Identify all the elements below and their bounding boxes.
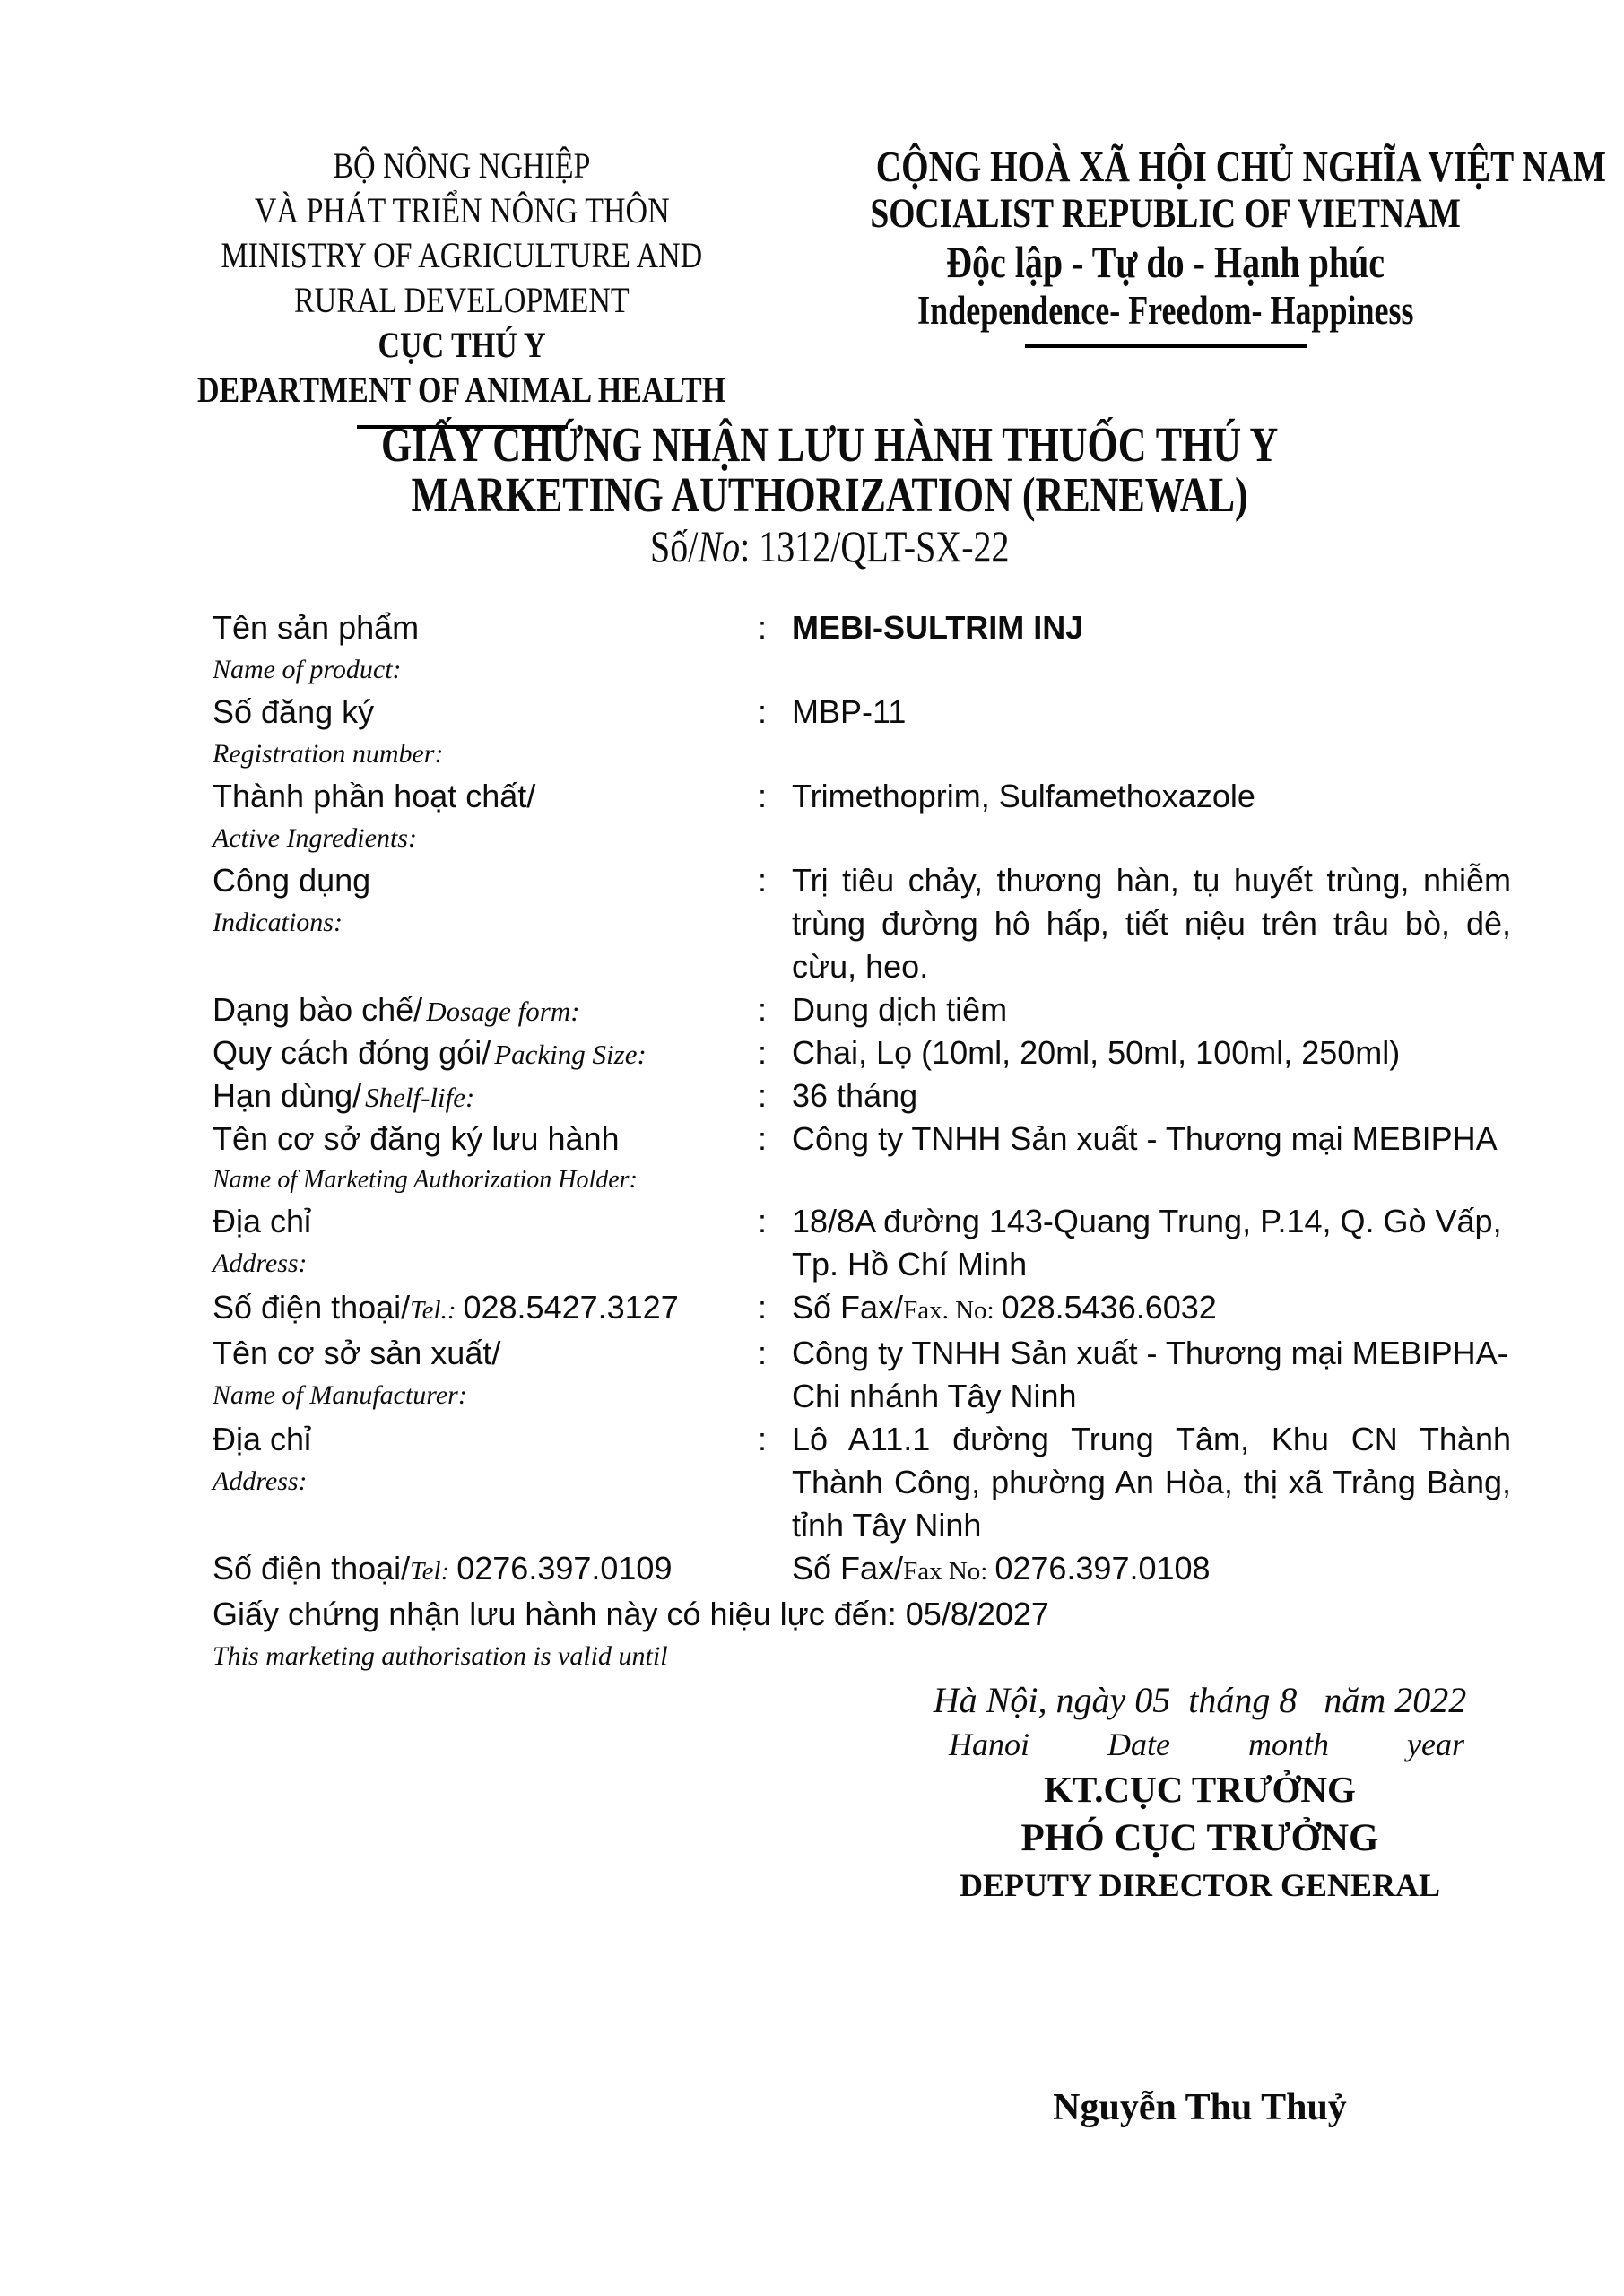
field-dosage-form [213, 988, 1511, 1031]
field-active-ingredients [213, 775, 1511, 859]
manufacturer-fax-label-vi: Số Fax/ [792, 1550, 904, 1587]
certificate-title-en: MARKETING AUTHORIZATION (RENEWAL) [411, 467, 1249, 522]
manufacturer-value: Công ty TNHH Sản xuất - Thương mại MEBIPHA- Chi nhánh Tây Ninh [792, 1335, 1508, 1414]
manufacturer-address-label-vi: Địa chỉ [213, 1421, 312, 1457]
nation-name-en: SOCIALIST REPUBLIC OF VIETNAM [870, 190, 1462, 237]
registration-number-label-vi: Số đăng ký [213, 693, 375, 730]
issue-date-vi: Hà Nội, ngày 05 tháng 8 năm 2022 [933, 1680, 1467, 1720]
manufacturer-fax-label-en: Fax No: [903, 1557, 988, 1586]
ministry-name-vi-line1: BỘ NÔNG NGHIỆP [333, 145, 591, 186]
product-name-label-en: Name of product: [213, 655, 402, 684]
indications-label-vi: Công dụng [213, 862, 371, 899]
issue-date-month-en: month [1248, 1726, 1330, 1762]
authorization-holder-label-vi: Tên cơ sở đăng ký lưu hành [213, 1120, 620, 1157]
ministry-name-en-line1: MINISTRY OF AGRICULTURE AND [221, 235, 703, 275]
field-registration-number [213, 691, 1511, 775]
shelf-life-label-vi: Hạn dùng/ [213, 1077, 362, 1114]
manufacturer-fax-value: 0276.397.0108 [994, 1550, 1211, 1587]
header-right-divider [1025, 344, 1307, 348]
signer-title-vi: PHÓ CỤC TRƯỞNG [1020, 1817, 1379, 1859]
colon: : [758, 609, 768, 646]
colon: : [758, 1335, 768, 1371]
holder-fax-label-en: Fax. No: [903, 1296, 994, 1325]
holder-fax-value: 028.5436.6032 [1001, 1289, 1217, 1326]
validity-statement-vi: Giấy chứng nhận lưu hành này có hiệu lực đến: 05/8/2027 [213, 1596, 1049, 1632]
manufacturer-address-value: Lô A11.1 đường Trung Tâm, Khu CN Thành Thành Công, phường An Hòa, thị xã Trảng Bàng, tỉnh Tây Ninh [792, 1421, 1511, 1544]
department-name-vi: CỤC THÚ Y [378, 325, 546, 365]
manufacturer-phone-label-vi: Số điện thoại/ [213, 1550, 411, 1587]
colon: : [758, 862, 768, 899]
dosage-form-label-vi: Dạng bào chế/ [213, 991, 423, 1028]
registration-number-label-en: Registration number: [213, 739, 444, 769]
certificate-fields [213, 606, 1511, 2131]
certificate-title [0, 417, 1624, 572]
active-ingredients-label-en: Active Ingredients: [213, 823, 417, 853]
holder-fax-label-vi: Số Fax/ [792, 1289, 904, 1326]
certificate-title-vi: GIẤY CHỨNG NHẬN LƯU HÀNH THUỐC THÚ Y [381, 417, 1279, 472]
manufacturer-address-label-en: Address: [213, 1466, 308, 1496]
department-name-en: DEPARTMENT OF ANIMAL HEALTH [197, 370, 726, 410]
product-name-value: MEBI-SULTRIM INJ [792, 609, 1084, 646]
colon: : [758, 1421, 768, 1457]
holder-phone-label-vi: Số điện thoại/ [213, 1289, 411, 1326]
packing-size-value: Chai, Lọ (10ml, 20ml, 50ml, 100ml, 250ml) [792, 1034, 1401, 1071]
manufacturer-phone-value: 0276.397.0109 [456, 1550, 673, 1587]
authorization-holder-value: Công ty TNHH Sản xuất - Thương mại MEBIPHA [792, 1120, 1498, 1157]
manufacturer-label-en: Name of Manufacturer: [213, 1380, 467, 1410]
validity-statement-en: This marketing authorisation is valid until [213, 1641, 668, 1671]
holder-address-label-vi: Địa chỉ [213, 1203, 312, 1239]
issue-date-day-en: Date [1107, 1726, 1170, 1762]
shelf-life-value: 36 tháng [792, 1077, 918, 1114]
ministry-name-vi-line2: VÀ PHÁT TRIỂN NÔNG THÔN [254, 190, 670, 230]
certificate-number-prefix: Số/ [650, 521, 699, 571]
active-ingredients-label-vi: Thành phần hoạt chất/ [213, 778, 536, 814]
authorization-holder-label-en: Name of Marketing Authorization Holder: [213, 1166, 638, 1194]
colon: : [758, 778, 768, 814]
field-product-name [213, 606, 1511, 691]
field-manufacturer [213, 1332, 1511, 1418]
dosage-form-value: Dung dịch tiêm [792, 991, 1008, 1028]
holder-address-label-en: Address: [213, 1248, 308, 1278]
signature-block [899, 1677, 1500, 2131]
holder-phone-value: 028.5427.3127 [463, 1289, 679, 1326]
ministry-name-en-line2: RURAL DEVELOPMENT [294, 280, 630, 320]
field-validity [213, 1593, 1511, 1677]
colon: : [758, 1203, 768, 1239]
field-authorization-holder [213, 1118, 1511, 1200]
manufacturer-phone-label-en: Tel: [410, 1557, 450, 1586]
issue-date-city-en: Hanoi [949, 1726, 1029, 1762]
certificate-number-value: : 1312/QLT-SX-22 [740, 521, 1010, 571]
field-holder-address [213, 1200, 1511, 1286]
registration-number-value: MBP-11 [792, 693, 907, 730]
nation-name-vi: CỘNG HOÀ XÃ HỘI CHỦ NGHĨA VIỆT NAM [875, 142, 1606, 191]
colon: : [758, 1120, 768, 1157]
signer-title-authority: KT.CỤC TRƯỞNG [1044, 1769, 1356, 1810]
manufacturer-label-vi: Tên cơ sở sản xuất/ [213, 1335, 501, 1371]
indications-label-en: Indications: [213, 908, 343, 937]
national-header [785, 142, 1606, 348]
issue-date-en [899, 1724, 1500, 1765]
colon: : [758, 1034, 768, 1071]
dosage-form-label-en: Dosage form: [426, 996, 580, 1027]
field-packing-size [213, 1031, 1511, 1074]
product-name-label-vi: Tên sản phẩm [213, 609, 420, 646]
ministry-header [103, 144, 821, 429]
signer-title-en: DEPUTY DIRECTOR GENERAL [959, 1867, 1441, 1903]
shelf-life-label-en: Shelf-life: [365, 1082, 475, 1113]
colon: : [758, 991, 768, 1028]
holder-phone-label-en: Tel.: [410, 1296, 456, 1325]
field-manufacturer-address [213, 1418, 1511, 1547]
packing-size-label-en: Packing Size: [494, 1039, 647, 1070]
field-shelf-life [213, 1074, 1511, 1118]
signer-name: Nguyễn Thu Thuỷ [1053, 2087, 1347, 2128]
certificate-number-prefix-en: No [698, 521, 741, 571]
national-motto-en: Independence- Freedom- Happiness [917, 288, 1414, 333]
colon: : [758, 1289, 768, 1326]
colon: : [758, 1077, 768, 1114]
packing-size-label-vi: Quy cách đóng gói/ [213, 1034, 491, 1071]
national-motto-vi: Độc lập - Tự do - Hạnh phúc [946, 237, 1385, 287]
field-holder-phone-fax [213, 1286, 1511, 1332]
colon: : [758, 693, 768, 730]
holder-address-value: 18/8A đường 143-Quang Trung, P.14, Q. Gò Vấp, Tp. Hồ Chí Minh [792, 1203, 1502, 1283]
active-ingredients-value: Trimethoprim, Sulfamethoxazole [792, 778, 1255, 814]
field-indications [213, 859, 1511, 988]
certificate-number [36, 520, 1624, 572]
issue-date-year-en: year [1407, 1726, 1464, 1762]
field-manufacturer-phone-fax [213, 1547, 1511, 1593]
indications-value: Trị tiêu chảy, thương hàn, tụ huyết trùng, nhiễm trùng đường hô hấp, tiết niệu trên trâu bò, dê, cừu, heo. [792, 862, 1511, 985]
